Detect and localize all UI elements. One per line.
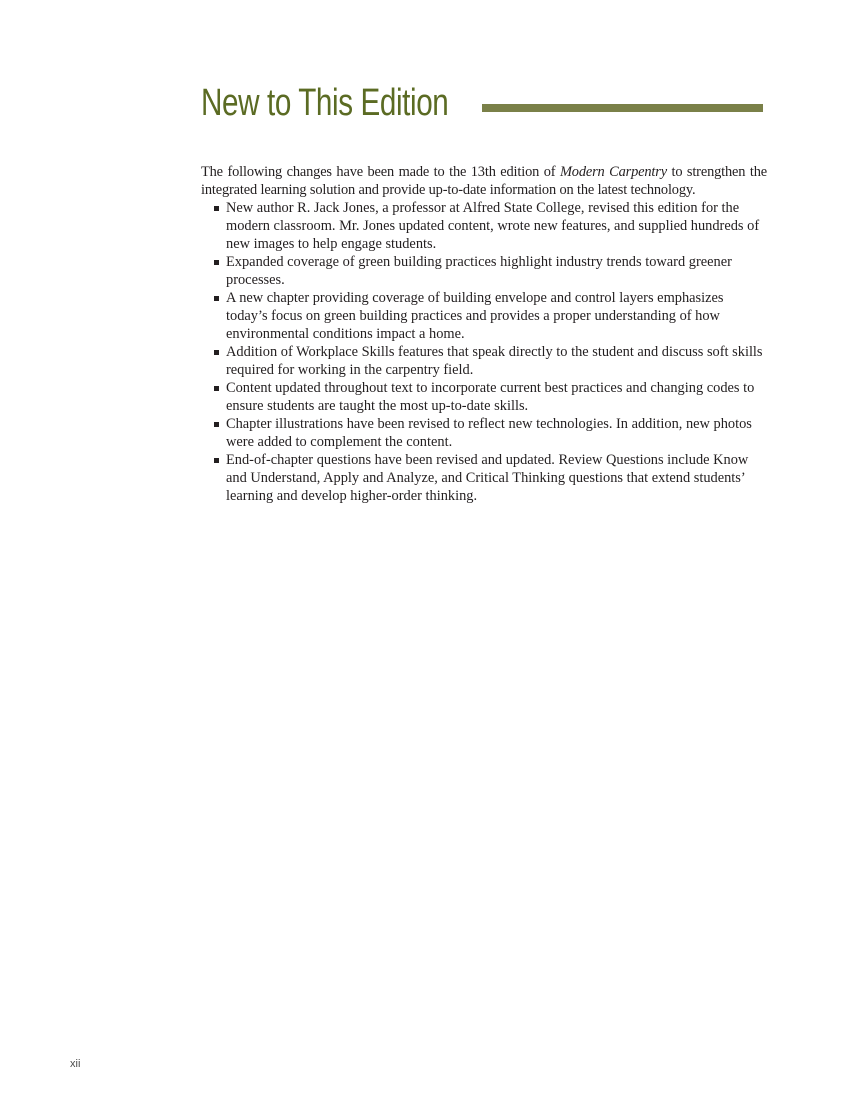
list-item-text: Addition of Workplace Skills features that speak directly to the student and discuss soft skills required for working in the carpentry field. — [226, 344, 763, 378]
list-item — [201, 379, 767, 415]
list-item-text: New author R. Jack Jones, a professor at Alfred State College, revised this edition for the modern classroom. Mr. Jones updated content, wrote new features, and supplied hundreds of new images to help engage students. — [226, 200, 760, 252]
page-title: New to This Edition — [201, 82, 449, 124]
page-number: xii — [70, 1058, 81, 1070]
section-header — [201, 80, 763, 126]
list-item-text: A new chapter providing coverage of building envelope and control layers emphasizes today’s focus on green building practices and provides a proper understanding of how environmental conditions impact a home. — [226, 290, 724, 342]
square-bullet-icon — [214, 422, 219, 427]
square-bullet-icon — [214, 386, 219, 391]
list-item — [201, 253, 767, 289]
list-item — [201, 343, 767, 379]
list-item — [201, 415, 767, 451]
intro-text-end: to strengthen the integrated learning solution and provide up-to-date information on the latest technology. — [201, 164, 767, 198]
intro-text-start: The following changes have been made to the 13th edition of — [201, 164, 560, 180]
square-bullet-icon — [214, 458, 219, 463]
list-item — [201, 289, 767, 343]
list-item-text: Content updated throughout text to incorporate current best practices and changing codes to ensure students are taught the most up-to-date skills. — [226, 380, 755, 414]
list-item — [201, 451, 767, 505]
list-item-text: End-of-chapter questions have been revised and updated. Review Questions include Know and Understand, Apply and Analyze, and Critical Thinking questions that extend students’ learning and develop higher-order thinking. — [226, 452, 749, 504]
list-item — [201, 199, 767, 253]
square-bullet-icon — [214, 260, 219, 265]
changes-list — [201, 199, 767, 505]
body-content — [201, 163, 767, 505]
book-title: Modern Carpentry — [559, 164, 667, 180]
square-bullet-icon — [214, 296, 219, 301]
list-item-text: Expanded coverage of green building practices highlight industry trends toward greener processes. — [226, 254, 732, 288]
list-item-text: Chapter illustrations have been revised to reflect new technologies. In addition, new photos were added to complement the content. — [226, 416, 752, 450]
square-bullet-icon — [214, 206, 219, 211]
title-rule-divider — [482, 104, 763, 112]
square-bullet-icon — [214, 350, 219, 355]
intro-paragraph — [201, 163, 767, 199]
